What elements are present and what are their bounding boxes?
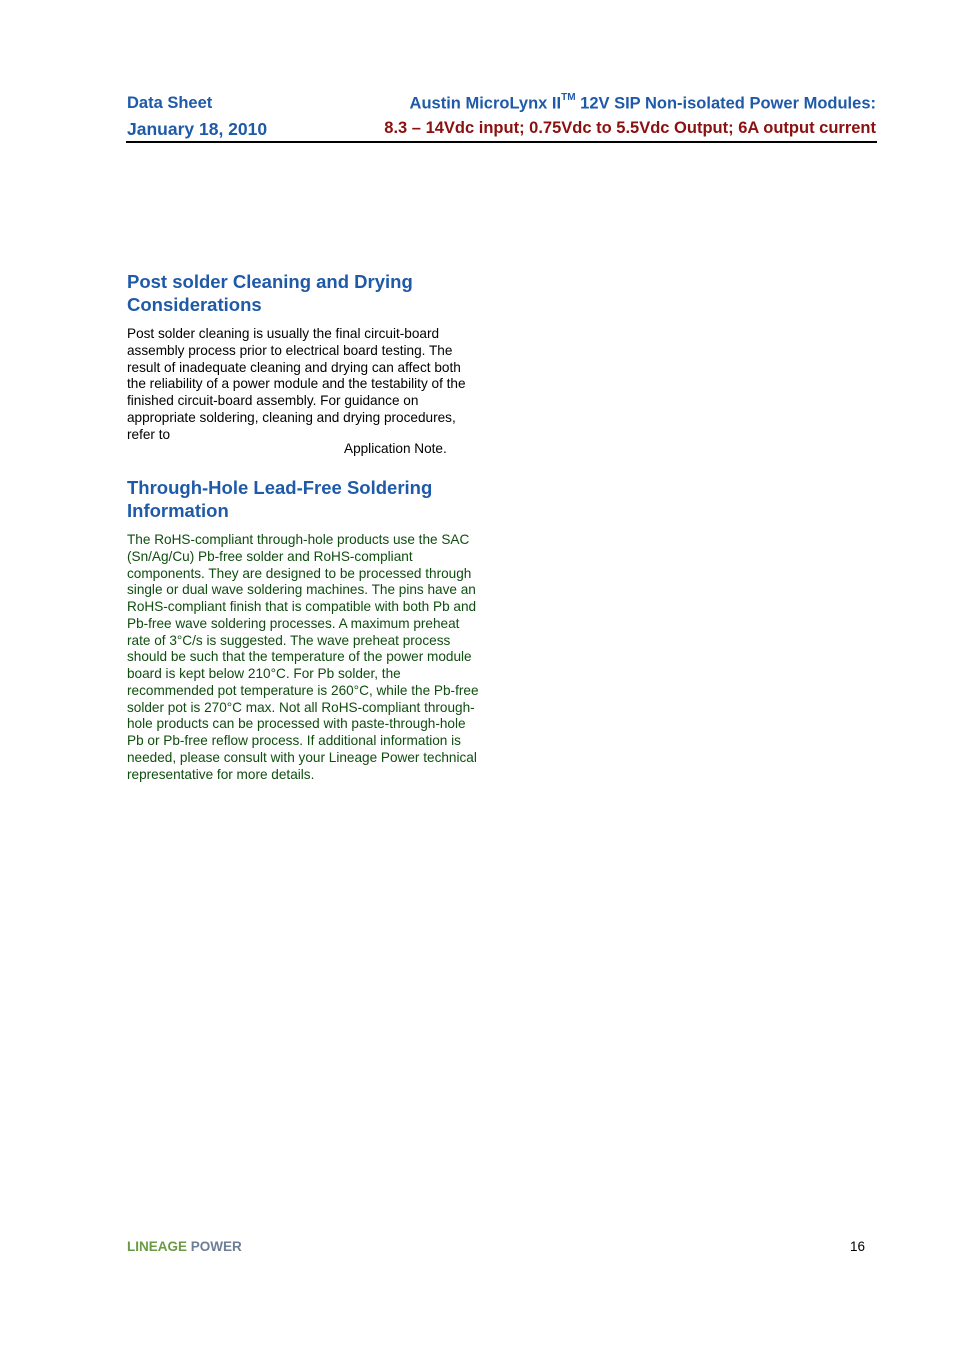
brand-lineage-text: LINEAGE <box>127 1239 188 1254</box>
page-number: 16 <box>850 1239 866 1254</box>
doc-date: January 18, 2010 <box>127 119 268 139</box>
section-title-through-hole: Through-Hole Lead-Free Soldering Information <box>127 477 433 521</box>
trademark-mark: TM <box>561 92 576 103</box>
application-note-reference: Application Note. <box>344 441 447 456</box>
doc-type-label: Data Sheet <box>127 94 213 112</box>
product-title <box>410 94 876 114</box>
section-body-through-hole: The RoHS-compliant through-hole products use the SAC (Sn/Ag/Cu) Pb-free solder and RoHS-compliant components. They are designed to be processed through single or dual wave soldering machines. The pins have an RoHS-compliant finish that is compatible with both Pb and Pb-free wave soldering processes. A maximum preheat rate of 3°C/s is suggested. The wave preheat process should be such that the temperature of the power module board is kept below 210°C. For Pb solder, the recommended pot temperature is 260°C, while the Pb-free solder pot is 270°C max. Not all RoHS-compliant through-hole products can be processed with paste-through-hole Pb or Pb-free reflow process. If additional information is needed, please consult with your Lineage Power technical representative for more details. <box>127 532 479 782</box>
footer-brand-logo <box>127 1239 242 1254</box>
section-body-cleaning: Post solder cleaning is usually the final circuit-board assembly process prior to electrical board testing. The result of inadequate cleaning and drying can affect both the reliability of a power module and the testability of the finished circuit-board assembly. For guidance on appropriate soldering, cleaning and drying procedures, refer to <box>127 326 466 442</box>
brand-power-text: POWER <box>190 1239 242 1254</box>
product-specs: 8.3 – 14Vdc input; 0.75Vdc to 5.5Vdc Output; 6A output current <box>384 119 876 137</box>
product-suffix: 12V SIP Non-isolated Power Modules: <box>575 94 876 113</box>
section-title-cleaning: Post solder Cleaning and Drying Considerations <box>127 271 413 315</box>
header-divider <box>126 141 877 143</box>
product-name: Austin MicroLynx II <box>409 94 562 113</box>
